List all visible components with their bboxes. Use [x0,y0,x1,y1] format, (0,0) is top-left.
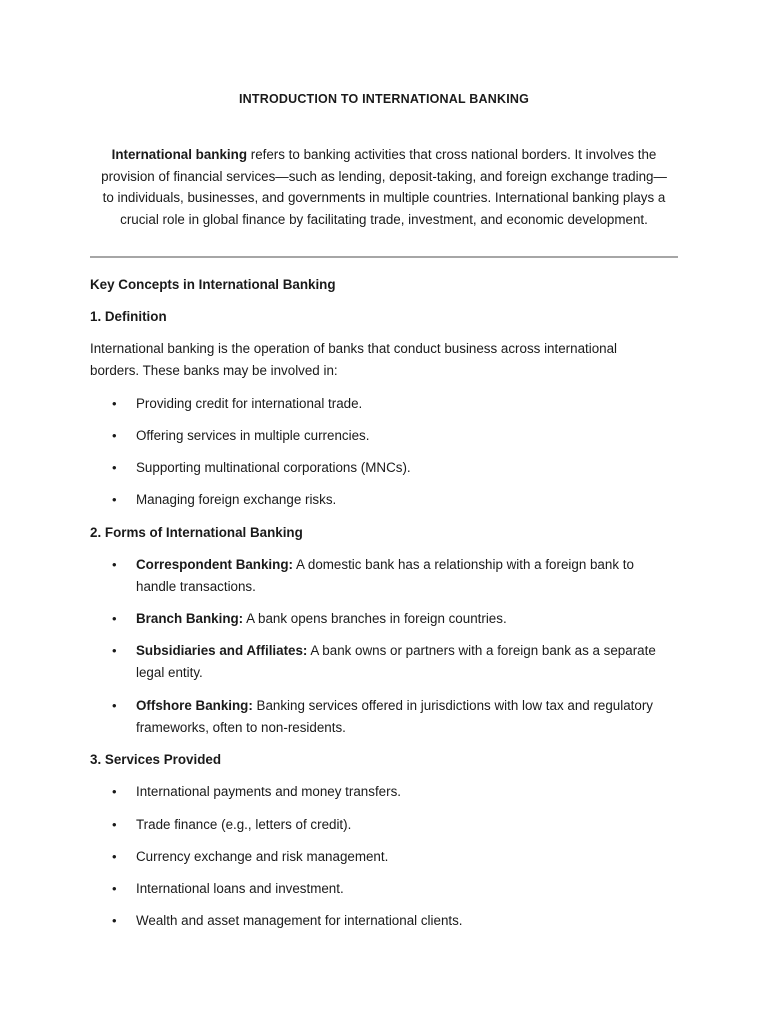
list-item-term: Offshore Banking: [136,698,253,713]
intro-paragraph [90,144,678,230]
bullet-icon: • [112,428,117,443]
intro-lead-term: International banking [111,147,248,162]
list-item: Managing foreign exchange risks. [136,492,337,507]
bullet-icon: • [112,557,117,572]
bullet-icon: • [112,643,117,658]
definition-line-1: International banking is the operation of banks that conduct business across international [90,341,618,356]
list-item [136,554,676,598]
list-item [136,608,676,630]
list-item-text-continued: frameworks, often to non-residents. [136,720,346,735]
list-item-text: A domestic bank has a relationship with a foreign bank to [292,557,634,572]
definition-paragraph [90,338,670,382]
list-item-term: Correspondent Banking: [136,557,293,572]
intro-line-1: refers to banking activities that cross national borders. It involves the [247,147,657,162]
list-item-text-continued: handle transactions. [136,579,256,594]
bullet-icon: • [112,396,117,411]
list-item-text-continued: legal entity. [136,665,203,680]
key-concepts-heading: Key Concepts in International Banking [90,277,336,292]
bullet-icon: • [112,849,117,864]
intro-line-4: crucial role in global finance by facilitating trade, investment, and economic development. [120,211,648,227]
bullet-icon: • [112,460,117,475]
list-item-term: Branch Banking: [136,611,244,626]
list-item: International payments and money transfers. [136,784,401,799]
list-item-text: A bank owns or partners with a foreign bank as a separate [307,643,656,658]
bullet-icon: • [112,492,117,507]
list-item-term: Subsidiaries and Affiliates: [136,643,308,658]
list-item-text: A bank opens branches in foreign countries. [243,611,507,626]
bullet-icon: • [112,817,117,832]
forms-heading: 2. Forms of International Banking [90,525,303,540]
list-item [136,640,676,684]
definition-heading: 1. Definition [90,309,167,324]
list-item: Wealth and asset management for international clients. [136,913,463,928]
list-item: Providing credit for international trade. [136,396,363,411]
services-heading: 3. Services Provided [90,752,222,767]
page-title: INTRODUCTION TO INTERNATIONAL BANKING [238,92,530,106]
bullet-icon: • [112,698,117,713]
definition-line-2: borders. These banks may be involved in: [90,363,338,378]
list-item-text: Banking services offered in jurisdictions with low tax and regulatory [252,698,653,713]
list-item: Supporting multinational corporations (MNCs). [136,460,411,475]
horizontal-divider [90,256,678,258]
list-item: Offering services in multiple currencies. [136,428,370,443]
list-item: International loans and investment. [136,881,344,896]
intro-line-3: to individuals, businesses, and governments in multiple countries. International banking plays a [102,190,666,205]
list-item: Trade finance (e.g., letters of credit). [136,817,352,832]
list-item: Currency exchange and risk management. [136,849,389,864]
bullet-icon: • [112,913,117,928]
list-item [136,695,676,739]
bullet-icon: • [112,611,117,626]
bullet-icon: • [112,881,117,896]
bullet-icon: • [112,784,117,799]
intro-line-2: provision of financial services—such as lending, deposit-taking, and foreign exchange trading— [101,168,667,184]
